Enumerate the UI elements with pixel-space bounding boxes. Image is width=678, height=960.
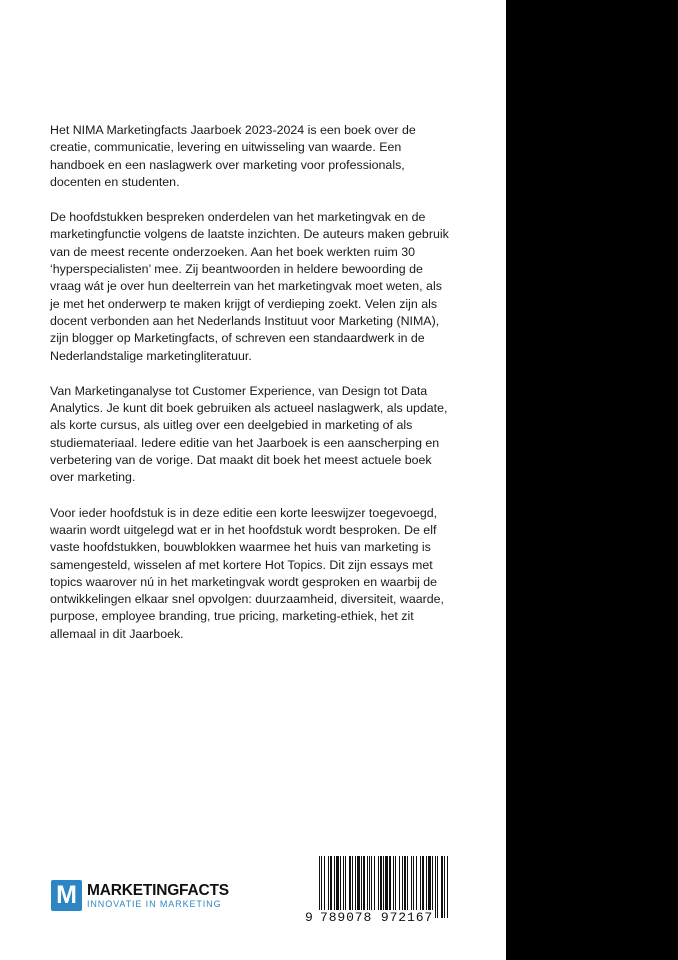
logo-mark-icon: [51, 880, 82, 911]
blurb-paragraph-4: Voor ieder hoofdstuk is in deze editie een korte leeswijzer toegevoegd, waarin wordt uitgelegd wat er in het hoofdstuk wordt besproken. De elf vaste hoofdstukken, bouwblokken waarmee het huis van marketing is samengesteld, wisselen af met kortere Hot Topics. Dit zijn essays met topics waarover nú in het marketingvak wordt gesproken en waarbij de ontwikkelingen elkaar snel opvolgen: duurzaamheid, diversiteit, waarde, purpose, employee branding, true pricing, marketing-ethiek, het zit allemaal in dit Jaarboek.: [50, 505, 444, 641]
blurb-paragraph-2: De hoofdstukken bespreken onderdelen van het marketingvak en de marketingfunctie volgens de laatste inzichten. De auteurs maken gebruik van de meest recente onderzoeken. Aan het boek werkten ruim 30 ‘hyperspecialisten’ mee. Zij beantwoorden in heldere bewoording de vraag wát je over hun deelterrein van het marketingvak moet weten, als je met het onderwerp te maken krijgt of verdieping zoekt. Velen zijn als docent verbonden aan het Nederlands Instituut voor Marketing (NIMA), zijn blogger op Marketingfacts, of schreven een standaardwerk in de Nederlandstalige marketingliteratuur.: [50, 210, 449, 363]
logo-mark-letter: M: [56, 881, 77, 909]
barcode-bars-icon: [319, 856, 448, 918]
blurb-text: [50, 122, 452, 661]
spine-edge: [506, 0, 678, 960]
logo-name: MARKETINGFACTS: [87, 881, 229, 899]
barcode-first-digit: 9: [305, 910, 313, 925]
logo-tagline: INNOVATIE IN MARKETING: [87, 898, 222, 909]
blurb-paragraph-3: Van Marketinganalyse tot Customer Experience, van Design tot Data Analytics. Je kunt dit boek gebruiken als actueel naslagwerk, als update, als korte cursus, als uitleg over een deelgebied in marketing of als studiemateriaal. Iedere editie van het Jaarboek is een aanscherping en verbetering van de vorige. Dat maakt dit boek het meest actuele boek over marketing.: [50, 383, 448, 485]
marketingfacts-logo: [51, 879, 229, 912]
blurb-paragraph-1: Het NIMA Marketingfacts Jaarboek 2023-2024 is een boek over de creatie, communicatie, levering en uitwisseling van waarde. Een handboek en een naslagwerk over marketing voor professionals, docenten en studenten.: [50, 123, 416, 189]
barcode-digits: 789078 972167: [320, 910, 434, 925]
isbn-barcode: [305, 856, 450, 926]
